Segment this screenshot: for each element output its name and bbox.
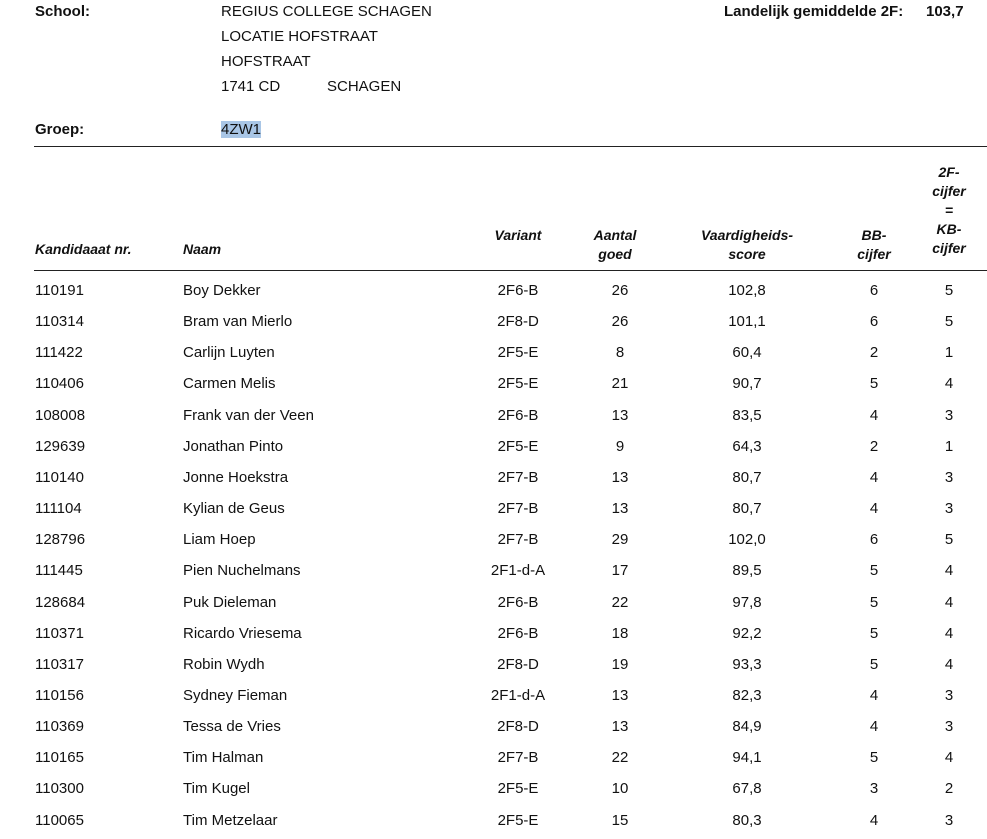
bb-cijfer-cell: 6 <box>869 282 879 299</box>
bb-cijfer-cell: 6 <box>869 313 879 331</box>
school-name: REGIUS COLLEGE SCHAGEN <box>221 3 432 20</box>
naam-cell: Sydney Fieman <box>183 686 288 704</box>
bb-cijfer-cell: 5 <box>869 375 879 393</box>
aantal-goed-cell: 26 <box>611 282 629 299</box>
naam-cell: Frank van der Veen <box>183 406 314 424</box>
national-average-value: 103,7 <box>926 3 964 20</box>
col-header-kb-line3: = <box>944 202 954 218</box>
bb-cijfer-cell: 2 <box>869 344 879 362</box>
naam-cell: Pien Nuchelmans <box>183 562 301 580</box>
naam-cell: Liam Hoep <box>183 531 256 549</box>
table-row <box>0 403 987 434</box>
kb-cijfer-cell: 4 <box>944 749 954 767</box>
col-header-vaardigheidsscore <box>683 226 811 264</box>
vaardigheidsscore-cell: 83,5 <box>732 406 762 424</box>
group-label: Groep: <box>35 121 85 138</box>
table-row <box>0 776 987 807</box>
variant-cell: 2F6-B <box>497 593 539 611</box>
table-row <box>0 590 987 621</box>
school-postcode: 1741 CD <box>221 78 281 95</box>
kb-cijfer-cell: 1 <box>944 344 954 362</box>
col-header-bb-line2: cijfer <box>857 246 891 262</box>
kb-cijfer-cell: 3 <box>944 500 954 518</box>
col-header-vaard-line2: score <box>728 246 766 262</box>
variant-cell: 2F6-B <box>497 282 539 299</box>
kandidaat-nr-cell: 111445 <box>35 562 83 580</box>
aantal-goed-cell: 13 <box>611 686 629 704</box>
naam-cell: Tim Metzelaar <box>183 811 278 829</box>
vaardigheidsscore-cell: 82,3 <box>732 686 762 704</box>
table-row <box>0 621 987 652</box>
table-row <box>0 745 987 776</box>
header-divider <box>34 146 987 147</box>
variant-cell: 2F5-E <box>497 375 539 393</box>
vaardigheidsscore-cell: 102,8 <box>728 282 766 299</box>
aantal-goed-cell: 19 <box>611 655 629 673</box>
variant-cell: 2F6-B <box>497 624 539 642</box>
vaardigheidsscore-cell: 102,0 <box>728 531 766 549</box>
vaardigheidsscore-cell: 67,8 <box>732 780 762 798</box>
kandidaat-nr-cell: 110369 <box>35 718 84 736</box>
col-header-aantal <box>565 226 665 264</box>
bb-cijfer-cell: 2 <box>869 437 879 455</box>
naam-cell: Kylian de Geus <box>183 500 285 518</box>
variant-cell: 2F7-B <box>497 531 539 549</box>
kandidaat-nr-cell: 108008 <box>35 406 86 424</box>
kandidaat-nr-cell: 111422 <box>35 344 83 362</box>
bb-cijfer-cell: 4 <box>869 500 879 518</box>
aantal-goed-cell: 15 <box>611 811 629 829</box>
bb-cijfer-cell: 5 <box>869 749 879 767</box>
kandidaat-nr-cell: 110156 <box>35 686 84 704</box>
bb-cijfer-cell: 4 <box>869 406 879 424</box>
col-header-aantal-line1: Aantal <box>593 227 637 243</box>
col-header-naam: Naam <box>183 241 222 257</box>
school-label: School: <box>35 3 90 20</box>
aantal-goed-cell: 26 <box>611 313 629 331</box>
vaardigheidsscore-cell: 80,3 <box>732 811 762 829</box>
table-header-divider <box>34 270 987 271</box>
col-header-kb-line2: cijfer <box>932 183 966 199</box>
aantal-goed-cell: 18 <box>611 624 629 642</box>
col-header-kandidaat: Kandidaaat nr. <box>35 241 132 257</box>
kandidaat-nr-cell: 110314 <box>35 313 84 331</box>
aantal-goed-cell: 17 <box>611 562 629 580</box>
naam-cell: Tim Kugel <box>183 780 250 798</box>
kandidaat-nr-cell: 111104 <box>35 500 82 518</box>
aantal-goed-cell: 9 <box>615 437 625 455</box>
kb-cijfer-cell: 4 <box>944 562 954 580</box>
bb-cijfer-cell: 3 <box>869 780 879 798</box>
bb-cijfer-cell: 5 <box>869 593 879 611</box>
col-header-bb-cijfer <box>847 226 901 264</box>
vaardigheidsscore-cell: 84,9 <box>732 718 762 736</box>
naam-cell: Jonne Hoekstra <box>183 468 289 486</box>
group-value[interactable]: 4ZW1 <box>221 121 262 138</box>
variant-cell: 2F8-D <box>497 313 539 331</box>
table-row <box>0 496 987 527</box>
kb-cijfer-cell: 4 <box>944 375 954 393</box>
kb-cijfer-cell: 5 <box>944 282 954 299</box>
aantal-goed-cell: 22 <box>611 749 629 767</box>
col-header-kb-line4: KB- <box>936 221 962 237</box>
kb-cijfer-cell: 2 <box>944 780 954 798</box>
kandidaat-nr-cell: 128796 <box>35 531 86 549</box>
vaardigheidsscore-cell: 90,7 <box>732 375 762 393</box>
vaardigheidsscore-cell: 92,2 <box>732 624 762 642</box>
vaardigheidsscore-cell: 89,5 <box>732 562 762 580</box>
bb-cijfer-cell: 5 <box>869 624 879 642</box>
bb-cijfer-cell: 4 <box>869 718 879 736</box>
col-header-vaard-line1: Vaardigheids- <box>700 227 794 243</box>
col-header-kb-line5: cijfer <box>932 240 966 256</box>
table-row <box>0 434 987 465</box>
kandidaat-nr-cell: 110406 <box>35 375 84 393</box>
col-header-variant: Variant <box>494 227 542 243</box>
bb-cijfer-cell: 5 <box>869 655 879 673</box>
aantal-goed-cell: 22 <box>611 593 629 611</box>
kandidaat-nr-cell: 129639 <box>35 437 86 455</box>
vaardigheidsscore-cell: 97,8 <box>732 593 762 611</box>
school-street: HOFSTRAAT <box>221 53 311 70</box>
kb-cijfer-cell: 3 <box>944 686 954 704</box>
kb-cijfer-cell: 5 <box>944 313 954 331</box>
col-header-aantal-line2: goed <box>598 246 632 262</box>
table-row <box>0 465 987 496</box>
naam-cell: Puk Dieleman <box>183 593 277 611</box>
bb-cijfer-cell: 5 <box>869 562 879 580</box>
kb-cijfer-cell: 5 <box>944 531 954 549</box>
aantal-goed-cell: 13 <box>611 406 629 424</box>
aantal-goed-cell: 8 <box>615 344 625 362</box>
variant-cell: 2F8-D <box>497 718 539 736</box>
table-row <box>0 340 987 371</box>
vaardigheidsscore-cell: 60,4 <box>732 344 762 362</box>
variant-cell: 2F7-B <box>497 468 539 486</box>
kb-cijfer-cell: 3 <box>944 406 954 424</box>
table-row <box>0 527 987 558</box>
kb-cijfer-cell: 3 <box>944 468 954 486</box>
aantal-goed-cell: 13 <box>611 718 629 736</box>
aantal-goed-cell: 10 <box>611 780 629 798</box>
variant-cell: 2F1-d-A <box>490 686 546 704</box>
kandidaat-nr-cell: 110300 <box>35 780 84 798</box>
bb-cijfer-cell: 4 <box>869 811 879 829</box>
bb-cijfer-cell: 6 <box>869 531 879 549</box>
kb-cijfer-cell: 1 <box>944 437 954 455</box>
school-city: SCHAGEN <box>327 78 402 95</box>
variant-cell: 2F8-D <box>497 655 539 673</box>
variant-cell: 2F5-E <box>497 437 539 455</box>
national-average-label: Landelijk gemiddelde 2F: <box>724 3 904 20</box>
variant-cell: 2F7-B <box>497 500 539 518</box>
variant-cell: 2F5-E <box>497 811 539 829</box>
kandidaat-nr-cell: 110165 <box>35 749 84 767</box>
variant-cell: 2F5-E <box>497 780 539 798</box>
naam-cell: Robin Wydh <box>183 655 265 673</box>
aantal-goed-cell: 13 <box>611 500 629 518</box>
vaardigheidsscore-cell: 80,7 <box>732 500 762 518</box>
col-header-kb-cijfer <box>922 163 976 258</box>
col-header-bb-line1: BB- <box>861 227 887 243</box>
table-row <box>0 652 987 683</box>
school-location: LOCATIE HOFSTRAAT <box>221 28 378 45</box>
kb-cijfer-cell: 3 <box>944 811 954 829</box>
table-row <box>0 808 987 839</box>
bb-cijfer-cell: 4 <box>869 686 879 704</box>
aantal-goed-cell: 13 <box>611 468 629 486</box>
col-header-kb-line1: 2F- <box>938 164 960 180</box>
variant-cell: 2F6-B <box>497 406 539 424</box>
kb-cijfer-cell: 4 <box>944 593 954 611</box>
naam-cell: Carmen Melis <box>183 375 276 393</box>
kandidaat-nr-cell: 110317 <box>35 655 84 673</box>
table-row <box>0 683 987 714</box>
kb-cijfer-cell: 4 <box>944 624 954 642</box>
table-row <box>0 309 987 340</box>
vaardigheidsscore-cell: 80,7 <box>732 468 762 486</box>
naam-cell: Tessa de Vries <box>183 718 281 736</box>
aantal-goed-cell: 21 <box>611 375 629 393</box>
kandidaat-nr-cell: 110140 <box>35 468 84 486</box>
variant-cell: 2F7-B <box>497 749 539 767</box>
naam-cell: Boy Dekker <box>183 282 261 299</box>
aantal-goed-cell: 29 <box>611 531 629 549</box>
naam-cell: Carlijn Luyten <box>183 344 275 362</box>
kandidaat-nr-cell: 110371 <box>35 624 84 642</box>
table-row <box>0 558 987 589</box>
naam-cell: Tim Halman <box>183 749 264 767</box>
naam-cell: Jonathan Pinto <box>183 437 284 455</box>
naam-cell: Ricardo Vriesema <box>183 624 302 642</box>
variant-cell: 2F5-E <box>497 344 539 362</box>
vaardigheidsscore-cell: 93,3 <box>732 655 762 673</box>
bb-cijfer-cell: 4 <box>869 468 879 486</box>
table-row <box>0 371 987 402</box>
table-row <box>0 714 987 745</box>
table-row <box>0 278 987 309</box>
kb-cijfer-cell: 3 <box>944 718 954 736</box>
kandidaat-nr-cell: 128684 <box>35 593 86 611</box>
vaardigheidsscore-cell: 94,1 <box>732 749 762 767</box>
variant-cell: 2F1-d-A <box>490 562 546 580</box>
vaardigheidsscore-cell: 64,3 <box>732 437 762 455</box>
kandidaat-nr-cell: 110065 <box>35 811 84 829</box>
kandidaat-nr-cell: 110191 <box>35 282 84 299</box>
vaardigheidsscore-cell: 101,1 <box>728 313 766 331</box>
kb-cijfer-cell: 4 <box>944 655 954 673</box>
naam-cell: Bram van Mierlo <box>183 313 293 331</box>
